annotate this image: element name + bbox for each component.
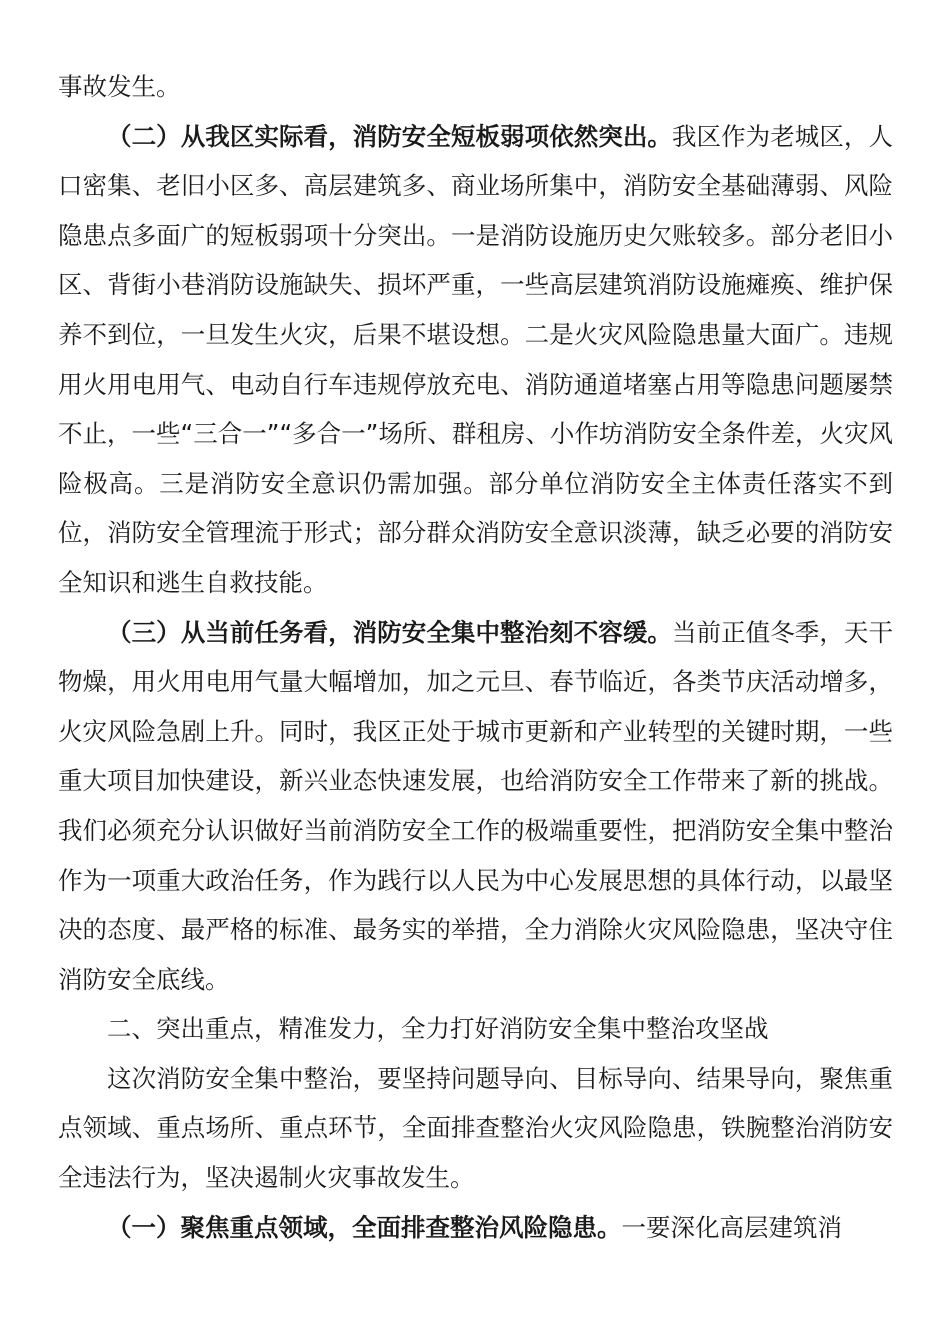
document-body — [58, 62, 893, 1252]
paragraph-heading: （一）聚焦重点领域，全面排查整治风险隐患。 — [107, 1212, 622, 1242]
paragraph-heading: （二）从我区实际看，消防安全短板弱项依然突出。 — [107, 121, 672, 151]
paragraph-heading: （三）从当前任务看，消防安全集中整治刻不容缓。 — [107, 617, 672, 647]
paragraph-section-2 — [58, 112, 893, 608]
paragraph-text: 一要深化高层建筑消 — [621, 1212, 842, 1242]
paragraph-text: 当前正值冬季，天干物燥，用火用电用气量大幅增加，加之元旦、春节临近，各类节庆活动增多，火灾风险急剧上升。同时，我区正处于城市更新和产业转型的关键时期，一些重大项目加快建设，新兴业态快速发展，也给消防安全工作带来了新的挑战。我们必须充分认识做好当前消防安全工作的极端重要性，把消防安全集中整治作为一项重大政治任务，作为践行以人民为中心发展思想的具体行动，以最坚决的态度、最严格的标准、最务实的举措，全力消除火灾风险隐患，坚决守住消防安全底线。 — [58, 617, 893, 994]
paragraph-section-3 — [58, 608, 893, 1005]
paragraph-subsection-1 — [58, 1203, 893, 1253]
paragraph-text: 这次消防安全集中整治，要坚持问题导向、目标导向、结果导向，聚焦重点领域、重点场所、重点环节，全面排查整治火灾风险隐患，铁腕整治消防安全违法行为，坚决遏制火灾事故发生。 — [58, 1063, 893, 1193]
paragraph-intro — [58, 1054, 893, 1203]
paragraph-continuation — [58, 62, 893, 112]
paragraph-text: 我区作为老城区，人口密集、老旧小区多、高层建筑多、商业场所集中，消防安全基础薄弱、风险隐患点多面广的短板弱项十分突出。一是消防设施历史欠账较多。部分老旧小区、背街小巷消防设施缺失、损坏严重，一些高层建筑消防设施瘫痪、维护保养不到位，一旦发生火灾，后果不堪设想。二是火灾风险隐患量大面广。违规用火用电用气、电动自行车违规停放充电、消防通道堵塞占用等隐患问题屡禁不止，一些“三合一”“多合一”场所、群租房、小作坊消防安全条件差，火灾风险极高。三是消防安全意识仍需加强。部分单位消防安全主体责任落实不到位，消防安全管理流于形式；部分群众消防安全意识淡薄，缺乏必要的消防安全知识和逃生自救技能。 — [58, 121, 893, 597]
section-heading-2 — [58, 1004, 893, 1054]
section-heading-text: 二、突出重点，精准发力，全力打好消防安全集中整治攻坚战 — [107, 1014, 769, 1044]
paragraph-text: 事故发生。 — [58, 72, 181, 101]
